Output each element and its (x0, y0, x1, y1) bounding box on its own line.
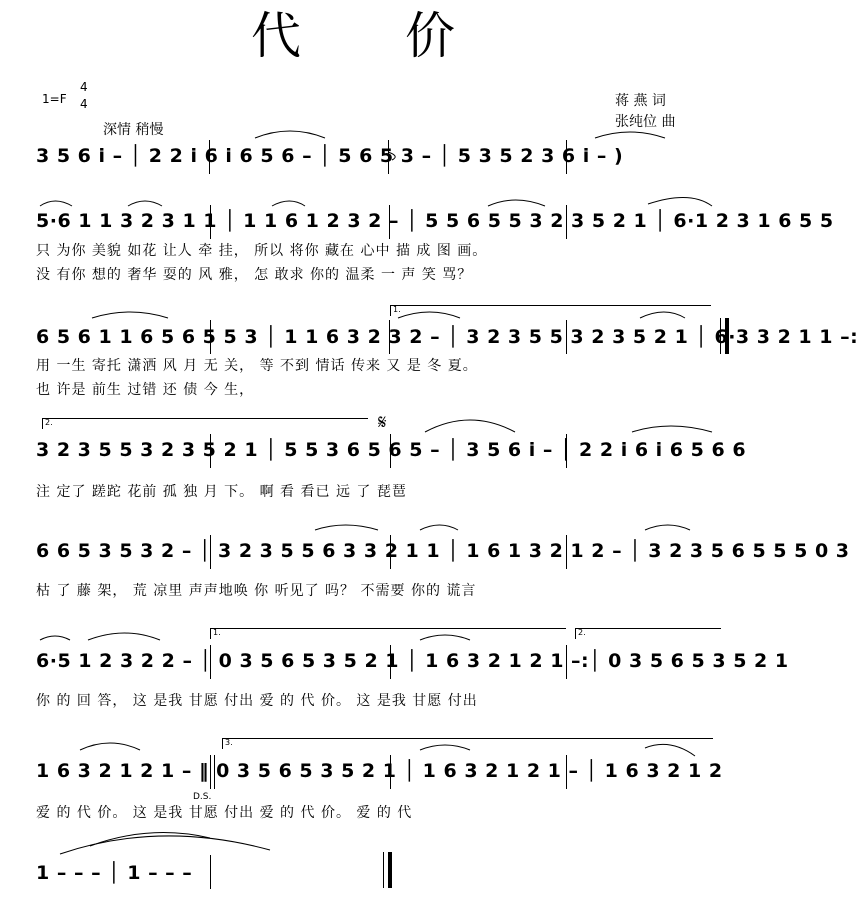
slur (40, 201, 72, 206)
slur (272, 201, 305, 206)
slur (92, 312, 168, 318)
lyrics-system-2-verse-2: 没 有你 想的 奢华 耍的 风 雅， 怎 敢求 你的 温柔 一 声 笑 骂？ (36, 267, 473, 283)
slur (40, 636, 70, 640)
volta-label: 2. (45, 418, 53, 427)
slur (420, 635, 470, 640)
volta-label: 3. (225, 738, 233, 747)
volta-label: 1. (213, 628, 221, 637)
slur (420, 525, 458, 530)
segno-sign: 𝄋 (378, 410, 387, 434)
notes-system-7: 1 6 3 2 1 2 1 – ‖ 0 3 5 6 5 3 5 2 1 │ 1 6 3 2 1 2 1 – │ 1 6 3 2 1 2 (36, 760, 723, 782)
slur (488, 200, 545, 206)
composer-credit: 张纯位 曲 (615, 114, 676, 130)
notes-system-1: 3 5 6 i – │ 2 2 i 6 i 6 5 6 – │ 5 6 5 3 – │ 5 3 5 2 3 6 i – ) (36, 145, 624, 167)
notes-system-5: 6 6 5 3 5 3 2 – │ 3 2 3 5 5 6 3 3 2 1 1 │ 1 6 1 3 2 1 2 – │ 3 2 3 5 6 5 5 5 0 3 (36, 540, 850, 562)
lyrics-system-3-verse-2: 也 许是 前生 过错 还 债 今 生， (36, 382, 255, 398)
slur (645, 525, 690, 530)
lyrics-system-5: 枯 了 藤 架， 荒 凉里 声声地唤 你 听见了 吗？ 不需要 你的 谎言 (36, 583, 477, 599)
slur (398, 312, 460, 318)
slur (595, 132, 665, 138)
lyrics-system-7: 爱 的 代 价。 这 是我 甘愿 付出 爱 的 代 价。 爱 的 代 (36, 805, 413, 821)
time-signature-bottom: 4 (80, 97, 88, 111)
slur (388, 152, 395, 160)
slur (420, 745, 470, 750)
volta-label: 1. (393, 305, 401, 314)
lyrics-system-3-verse-1: 用 一生 寄托 潇洒 风 月 无 关， 等 不到 情话 传来 又 是 冬 夏。 (36, 358, 478, 374)
slur (88, 633, 160, 640)
slur (648, 197, 712, 206)
notes-system-4: 3 2 3 5 5 3 2 3 5 2 1 │ 5 5 3 6 5 6 5 – │ 3 5 6 i – │ 2 2 i 6 i 6 5 6 6 (36, 439, 747, 461)
slur (90, 833, 210, 846)
slur (255, 131, 325, 138)
slur (80, 743, 140, 750)
notes-system-8: 1 – – – │ 1 – – – (36, 862, 193, 884)
lyrics-system-6: 你 的 回 答， 这 是我 甘愿 付出 爱 的 代 价。 这 是我 甘愿 付出 (36, 693, 478, 709)
time-signature-top: 4 (80, 80, 88, 94)
volta-label: 2. (578, 628, 586, 637)
slur (128, 201, 162, 206)
slur (645, 744, 695, 756)
slur (640, 312, 685, 318)
notes-system-3: 6 5 6 1 1 6 5 6 5 5 3 │ 1 1 6 3 2 3 2 – │ 3 2 3 5 5 3 2 3 5 2 1 │ 6·3 3 2 1 1 –: (36, 326, 858, 348)
notes-system-6: 6·5 1 2 3 2 2 – │ 0 3 5 6 5 3 5 2 1 │ 1 6 3 2 1 2 1 –:│ 0 3 5 6 5 3 5 2 1 (36, 650, 789, 672)
tempo-marking: 深情 稍慢 (103, 122, 164, 138)
notes-system-2: 5·6 1 1 3 2 3 1 1 │ 1 1 6 1 2 3 2 – │ 5 5 6 5 5 3 2 3 5 2 1 │ 6·1 2 3 1 6 5 5 (36, 210, 834, 232)
lyricist-credit: 蒋 燕 词 (615, 93, 666, 109)
key-signature: 1=F (42, 92, 67, 106)
slur (315, 525, 378, 530)
slur (632, 426, 712, 432)
slur (60, 836, 270, 854)
page-title: 代 价 (251, 7, 499, 65)
lyrics-system-2-verse-1: 只 为你 美貌 如花 让人 牵 挂， 所以 将你 藏在 心中 描 成 图 画。 (36, 243, 488, 259)
slur (425, 420, 515, 432)
dal-segno-label: D.S. (193, 792, 212, 802)
lyrics-system-4: 注 定了 蹉跎 花前 孤 独 月 下。 啊 看 看已 远 了 琵琶 (36, 484, 407, 500)
